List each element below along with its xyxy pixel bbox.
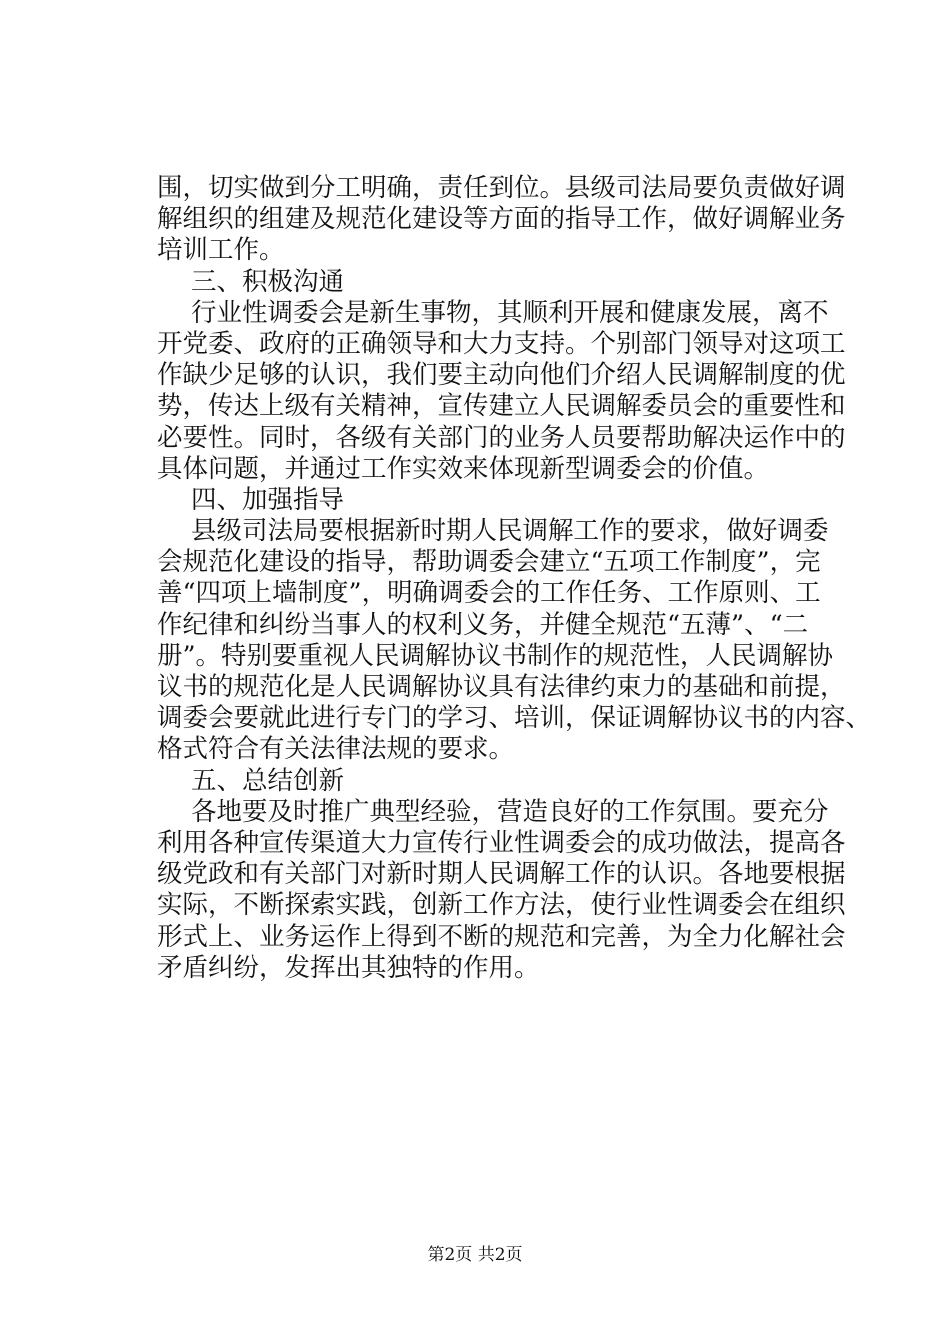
text-line: 县级司法局要根据新时期人民调解工作的要求，做好调委	[191, 516, 829, 547]
paragraph-innovation	[157, 796, 846, 984]
text-line: 行业性调委会是新生事物，其顺利开展和健康发展，离不	[191, 297, 829, 328]
text-line: 各地要及时推广典型经验，营造良好的工作氛围。要充分	[191, 796, 829, 827]
section-heading-communicate: 三、积极沟通	[191, 266, 345, 297]
text-line: 册”。特别要重视人民调解协议书制作的规范性，人民调解协	[157, 640, 834, 671]
text-line: 围，切实做到分工明确，责任到位。县级司法局要负责做好调	[157, 173, 846, 203]
text-line: 形式上、业务运作上得到不断的规范和完善，为全力化解社会	[157, 921, 846, 952]
text-line: 作纪律和纠纷当事人的权利义务，并健全规范“五薄”、“二	[157, 609, 809, 640]
document-body	[157, 173, 872, 984]
text-line: 调委会要就此进行专门的学习、培训，保证调解协议书的内容、	[157, 703, 872, 734]
text-line: 培训工作。	[157, 235, 285, 266]
text-line: 会规范化建设的指导，帮助调委会建立“五项工作制度”，完	[157, 547, 821, 578]
section-heading-innovation: 五、总结创新	[191, 765, 345, 796]
text-line: 级党政和有关部门对新时期人民调解工作的认识。各地要根据	[157, 859, 846, 890]
paragraph-continuation	[157, 173, 846, 267]
paragraph-communicate	[157, 297, 846, 485]
text-line: 实际，不断探索实践，创新工作方法，使行业性调委会在组织	[157, 890, 846, 921]
text-line: 必要性。同时，各级有关部门的业务人员要帮助解决运作中的	[157, 422, 846, 453]
paragraph-guidance	[157, 516, 872, 766]
text-line: 开党委、政府的正确领导和大力支持。个别部门领导对这项工	[157, 328, 846, 359]
text-line: 具体问题，并通过工作实效来体现新型调委会的价值。	[157, 453, 770, 484]
text-line: 格式符合有关法律法规的要求。	[157, 734, 515, 765]
text-line: 解组织的组建及规范化建设等方面的指导工作，做好调解业务	[157, 204, 846, 235]
text-line: 善“四项上墙制度”，明确调委会的工作任务、工作原则、工	[157, 578, 821, 609]
text-line: 作缺少足够的认识，我们要主动向他们介绍人民调解制度的优	[157, 360, 846, 391]
section-heading-guidance: 四、加强指导	[191, 484, 345, 515]
text-line: 议书的规范化是人民调解协议具有法律约束力的基础和前提，	[157, 672, 846, 702]
text-line: 势，传达上级有关精神，宣传建立人民调解委员会的重要性和	[157, 391, 846, 422]
text-line: 利用各种宣传渠道大力宣传行业性调委会的成功做法，提高各	[157, 827, 846, 858]
text-line: 矛盾纠纷，发挥出其独特的作用。	[157, 952, 540, 983]
page-number-footer: 第2页 共2页	[427, 1245, 523, 1265]
